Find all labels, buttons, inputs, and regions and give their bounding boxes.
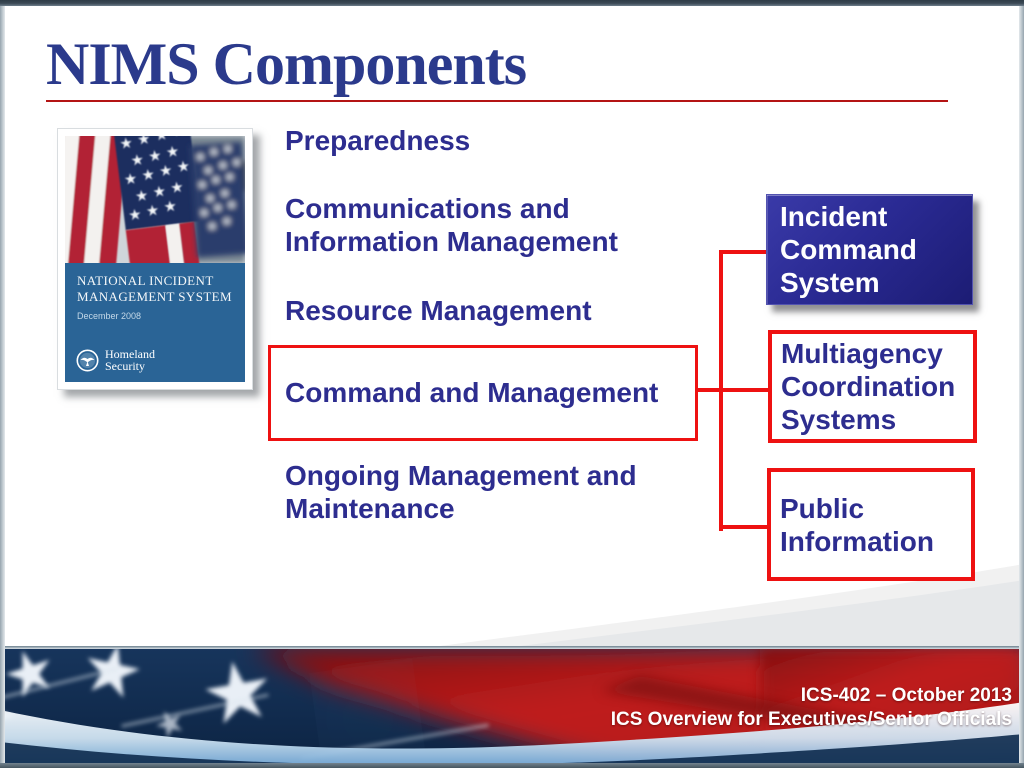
title-underline: [46, 100, 948, 102]
frame-bottom-border: [0, 763, 1024, 768]
list-item-resource: Resource Management: [285, 295, 592, 326]
frame-top-border: [0, 0, 1024, 6]
list-item-ongoing-line1: Ongoing Management and: [285, 460, 637, 491]
list-item-ongoing: [285, 459, 637, 525]
cover-date: December 2008: [77, 311, 142, 321]
cover-title-line1: NATIONAL INCIDENT: [77, 273, 214, 288]
macs-box-line1: Multiagency: [781, 338, 943, 369]
cover-seal-row: [76, 348, 155, 372]
connector-to-ics: [719, 250, 766, 254]
incident-command-system-box: [766, 194, 973, 305]
pio-box-line2: Information: [780, 525, 934, 557]
list-item-preparedness: Preparedness: [285, 125, 471, 156]
slide-title: NIMS Components: [46, 31, 527, 97]
list-item-communications: [285, 192, 618, 258]
command-management-highlight-box: [268, 345, 698, 441]
cover-blue-panel: [65, 263, 245, 382]
cover-agency-line2: Security: [105, 359, 145, 373]
cover-title-line2: MANAGEMENT SYSTEM: [77, 289, 232, 304]
connector-to-public-info: [719, 525, 767, 529]
cover-agency-line1: Homeland: [105, 347, 155, 361]
footer-text: [611, 684, 1012, 732]
dhs-seal-icon: [76, 349, 99, 372]
nims-cover-image: [57, 128, 253, 390]
flags-photo: [65, 136, 245, 263]
list-item-ongoing-line2: Maintenance: [285, 493, 455, 524]
pio-box-line1: Public: [780, 492, 865, 524]
list-item-command: Command and Management: [285, 377, 659, 408]
public-information-box: [767, 468, 975, 581]
ics-box-line2: Command: [780, 234, 917, 265]
frame-left-border: [0, 0, 5, 768]
connector-vertical: [719, 250, 723, 531]
list-item-communications-line1: Communications and: [285, 193, 570, 224]
ics-box-line1: Incident: [780, 201, 888, 232]
multiagency-coordination-box: [768, 330, 977, 443]
macs-box-line3: Systems: [781, 404, 897, 435]
cover-agency: [105, 348, 155, 372]
footer-course-title: ICS Overview for Executives/Senior Officials: [610, 709, 1012, 730]
connector-command-to-macs: [692, 388, 768, 392]
footer-course-code: ICS-402 – October 2013: [800, 685, 1012, 706]
ics-box-line3: System: [780, 267, 880, 298]
macs-box-line2: Coordination: [781, 371, 956, 402]
frame-right-border: [1019, 0, 1024, 768]
list-item-communications-line2: Information Management: [285, 226, 618, 257]
cover-title: [77, 273, 232, 305]
